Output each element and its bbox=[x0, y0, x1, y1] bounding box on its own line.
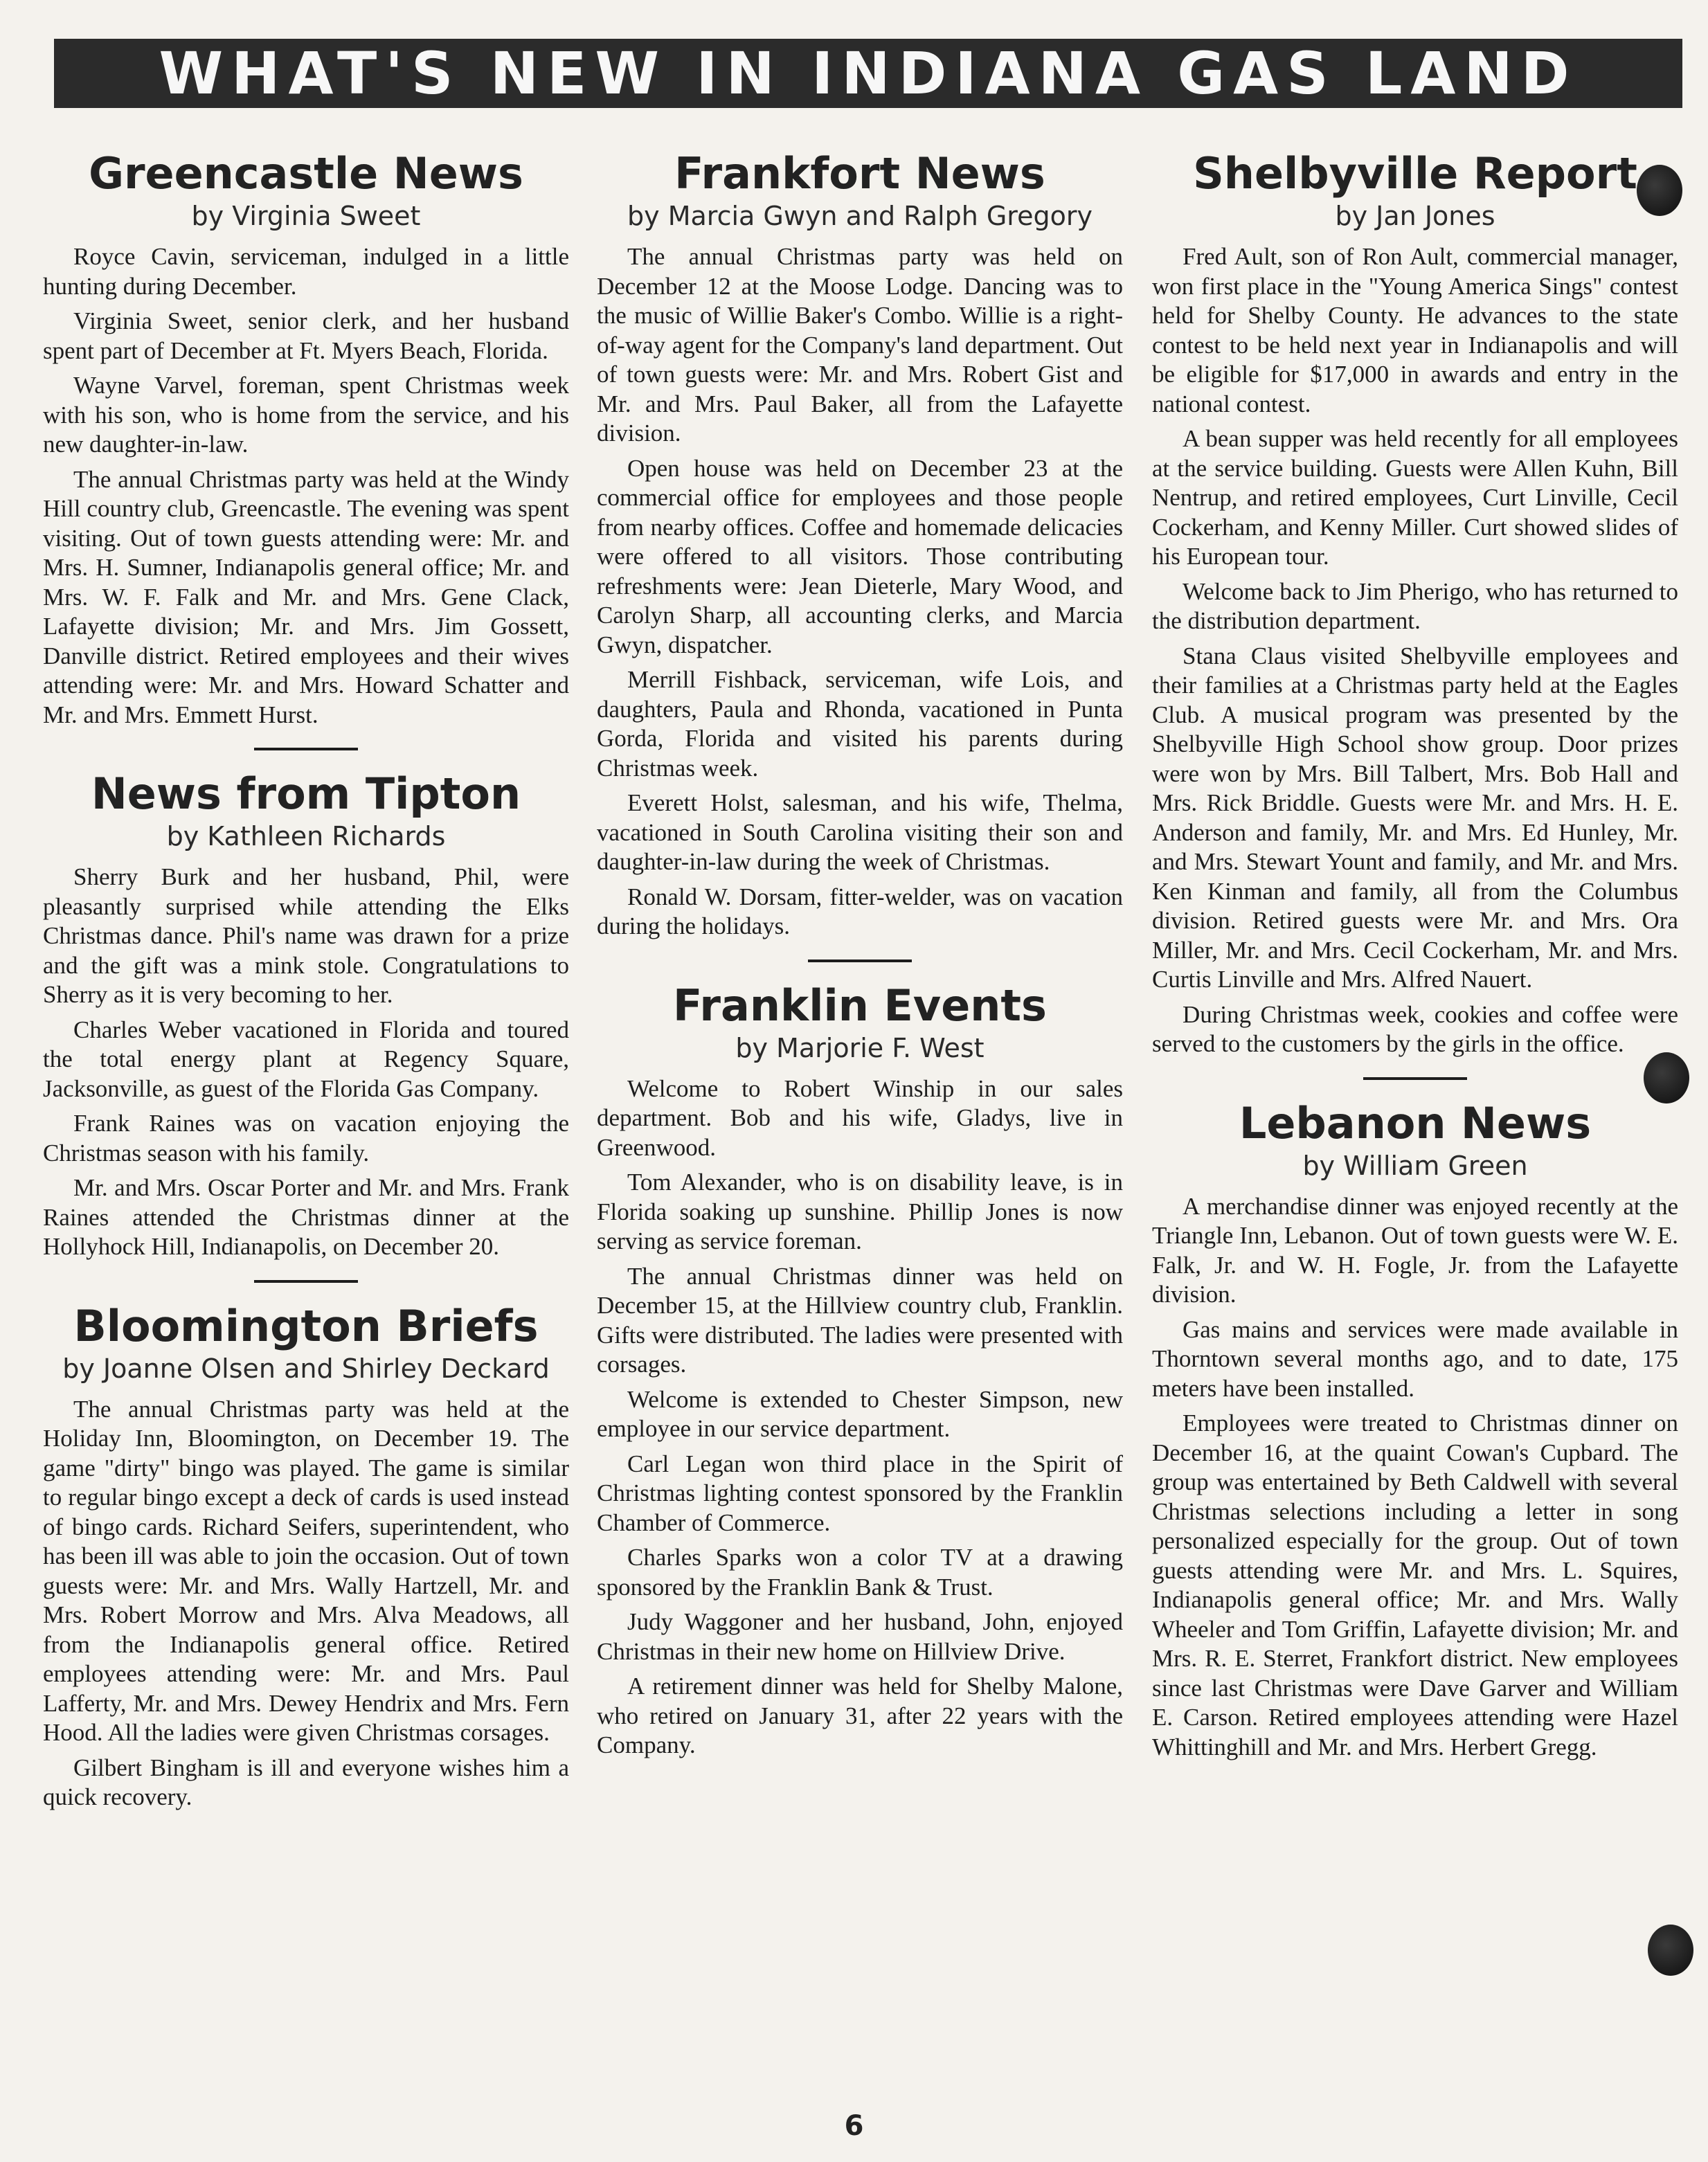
paragraph: Sherry Burk and her husband, Phil, were pleasantly surprised while attending the Elks Christmas dance. Phil's name was drawn for a prize and the gift was a mink stole. Congratulations to Sherry as it is very becoming to her. bbox=[43, 863, 569, 1008]
paragraph: Judy Waggoner and her husband, John, enjoyed Christmas in their new home on Hillview Drive. bbox=[597, 1608, 1123, 1665]
paragraph: Welcome to Robert Winship in our sales department. Bob and his wife, Gladys, live in Greenwood. bbox=[597, 1074, 1123, 1161]
article-body bbox=[1152, 1192, 1678, 1763]
column-3 bbox=[1152, 138, 1678, 2091]
section-divider bbox=[254, 748, 358, 750]
paragraph: The annual Christmas party was held at the Holiday Inn, Bloomington, on December 19. The game "dirty" bingo was played. The game is similar to regular bingo except a deck of cards is used instead of bingo cards. Richard Seifers, superintendent, who has been ill was able to join the occasion. Out of town guests were: Mr. and Mrs. Wally Hartzell, Mr. and Mrs. Robert Morrow and Mrs. Alva Meadows, all from the Indianapolis general office. Retired employees attending were: Mr. and Mrs. Paul Lafferty, Mr. and Mrs. Dewey Hendrix and Mrs. Fern Hood. All the ladies were given Christmas corsages. bbox=[43, 1395, 569, 1746]
article-byline: by Kathleen Richards bbox=[166, 821, 446, 852]
paragraph: A retirement dinner was held for Shelby Malone, who retired on January 31, after 22 years with the Company. bbox=[597, 1673, 1123, 1758]
column-1 bbox=[43, 138, 569, 2091]
article-byline: by Joanne Olsen and Shirley Deckard bbox=[62, 1353, 550, 1384]
section-divider bbox=[254, 1280, 358, 1283]
paragraph: Frank Raines was on vacation enjoying the Christmas season with his family. bbox=[43, 1110, 569, 1166]
article-byline: by Jan Jones bbox=[1335, 201, 1495, 231]
punch-hole-bottom bbox=[1648, 1925, 1693, 1976]
paragraph: Open house was held on December 23 at the commercial office for employees and those people from nearby offices. Coffee and homemade delicacies were offered to all visitors. Those contributing refreshments were: Jean Dieterle, Mary Wood, and Carolyn Sharp, all accounting clerks, and Marcia Gwyn, dispatcher. bbox=[597, 454, 1123, 658]
paragraph: Carl Legan won third place in the Spirit of Christmas lighting contest sponsored by the Franklin Chamber of Commerce. bbox=[597, 1450, 1123, 1536]
article-title: Franklin Events bbox=[673, 980, 1047, 1031]
paragraph: Ronald W. Dorsam, fitter-welder, was on vacation during the holidays. bbox=[597, 883, 1123, 939]
article-title: Greencastle News bbox=[89, 148, 523, 199]
article-body bbox=[1152, 242, 1678, 1059]
article-title: Lebanon News bbox=[1239, 1097, 1592, 1148]
paragraph: Mr. and Mrs. Oscar Porter and Mr. and Mrs. Frank Raines attended the Christmas dinner at the Hollyhock Hill, Indianapolis, on December 20. bbox=[43, 1174, 569, 1260]
paragraph: Gas mains and services were made available in Thorntown several months ago, and to date, 175 meters have been installed. bbox=[1152, 1315, 1678, 1402]
paragraph: Everett Holst, salesman, and his wife, Thelma, vacationed in South Carolina visiting their son and daughter-in-law during the week of Christmas. bbox=[597, 789, 1123, 875]
article-title: Bloomington Briefs bbox=[73, 1300, 539, 1351]
article-body bbox=[43, 1395, 569, 1812]
article-body bbox=[597, 1074, 1123, 1760]
paragraph: Fred Ault, son of Ron Ault, commercial manager, won first place in the "Young America Sings" contest held for Shelby County. He advances to the state contest to be held next year in Indianapolis and will be eligible for $17,000 in awards and entry in the national contest. bbox=[1152, 243, 1678, 417]
paragraph: Tom Alexander, who is on disability leave, is in Florida soaking up sunshine. Phillip Jones is now serving as service foreman. bbox=[597, 1169, 1123, 1254]
page-banner-title: WHAT'S NEW IN INDIANA GAS LAND bbox=[54, 39, 1682, 108]
article-lebanon-news bbox=[1152, 1097, 1678, 1763]
article-greencastle-news bbox=[43, 147, 569, 730]
paragraph: Charles Weber vacationed in Florida and toured the total energy plant at Regency Square, Jacksonville, as guest of the Florida Gas Company. bbox=[43, 1016, 569, 1102]
article-bloomington-briefs bbox=[43, 1299, 569, 1812]
punch-hole-top bbox=[1637, 165, 1682, 216]
paragraph: The annual Christmas dinner was held on December 15, at the Hillview country club, Franklin. Gifts were distributed. The ladies were presented with corsages. bbox=[597, 1262, 1123, 1378]
article-frankfort-news bbox=[597, 147, 1123, 942]
paragraph: Merrill Fishback, serviceman, wife Lois, and daughters, Paula and Rhonda, vacationed in Punta Gorda, Florida and visited his parents during Christmas week. bbox=[597, 666, 1123, 782]
section-divider bbox=[1363, 1077, 1467, 1080]
article-body bbox=[597, 242, 1123, 942]
article-byline: by Marjorie F. West bbox=[735, 1032, 985, 1063]
paragraph: A merchandise dinner was enjoyed recently at the Triangle Inn, Lebanon. Out of town guests were W. E. Falk, Jr. and W. H. Fogle, Jr. from the Lafayette division. bbox=[1152, 1192, 1678, 1308]
paragraph: The annual Christmas party was held on December 12 at the Moose Lodge. Dancing was to the music of Willie Baker's Combo. Willie is a right-of-way agent for the Company's land department. Out of town guests were: Mr. and Mrs. Robert Gist and Mr. and Mrs. Paul Baker, all from the Lafayette division. bbox=[597, 243, 1123, 447]
paragraph: Gilbert Bingham is ill and everyone wishes him a quick recovery. bbox=[43, 1754, 569, 1810]
article-title: Shelbyville Report bbox=[1193, 148, 1637, 199]
paragraph: Welcome back to Jim Pherigo, who has returned to the distribution department. bbox=[1152, 577, 1678, 634]
article-body bbox=[43, 863, 569, 1262]
article-news-from-tipton bbox=[43, 767, 569, 1262]
page-number: 6 bbox=[844, 2110, 864, 2142]
article-franklin-events bbox=[597, 979, 1123, 1760]
paragraph: Virginia Sweet, senior clerk, and her husband spent part of December at Ft. Myers Beach, Florida. bbox=[43, 307, 569, 364]
column-2 bbox=[597, 138, 1123, 2091]
paragraph: Royce Cavin, serviceman, indulged in a little hunting during December. bbox=[43, 243, 569, 300]
article-byline: by Marcia Gwyn and Ralph Gregory bbox=[627, 201, 1093, 231]
paragraph: Wayne Varvel, foreman, spent Christmas week with his son, who is home from the service, and his new daughter-in-law. bbox=[43, 372, 569, 458]
article-title: Frankfort News bbox=[674, 148, 1045, 199]
article-byline: by Virginia Sweet bbox=[191, 201, 421, 231]
paragraph: A bean supper was held recently for all employees at the service building. Guests were Allen Kuhn, Bill Nentrup, and retired employees, Curt Linville, Cecil Cockerham, and Kenny Miller. Curt showed slides of his European tour. bbox=[1152, 425, 1678, 570]
punch-hole-middle bbox=[1644, 1052, 1689, 1103]
article-byline: by William Green bbox=[1302, 1150, 1528, 1181]
paragraph: During Christmas week, cookies and coffee were served to the customers by the girls in the office. bbox=[1152, 1000, 1678, 1057]
paragraph: The annual Christmas party was held at the Windy Hill country club, Greencastle. The evening was spent visiting. Out of town guests attending were: Mr. and Mrs. H. Sumner, Indianapolis general office; Mr. and Mrs. W. F. Falk and Mr. and Mrs. Gene Clack, Lafayette division; Mr. and Mrs. Jim Gossett, Danville district. Retired employees and their wives attending were: Mr. and Mrs. Howard Schatter and Mr. and Mrs. Emmett Hurst. bbox=[43, 465, 569, 728]
article-body bbox=[43, 242, 569, 730]
paragraph: Charles Sparks won a color TV at a drawing sponsored by the Franklin Bank & Trust. bbox=[597, 1544, 1123, 1601]
paragraph: Employees were treated to Christmas dinner on December 16, at the quaint Cowan's Cupbard. The group was entertained by Beth Caldwell with several Christmas selections including a letter in song personalized especially for the group. Out of town guests attending were Mr. and Mrs. L. Squires, Indianapolis general office; Mr. and Mrs. Wally Wheeler and Tom Griffin, Lafayette division; Mr. and Mrs. R. E. Sterret, Frankfort district. New employees since last Christmas were Dave Garver and William E. Carson. Retired employees attending were Hazel Whittinghill and Mr. and Mrs. Herbert Gregg. bbox=[1152, 1409, 1678, 1760]
article-shelbyville-report bbox=[1152, 147, 1678, 1059]
article-title: News from Tipton bbox=[91, 768, 521, 819]
paragraph: Welcome is extended to Chester Simpson, new employee in our service department. bbox=[597, 1385, 1123, 1442]
section-divider bbox=[808, 960, 912, 962]
paragraph: Stana Claus visited Shelbyville employees and their families at a Christmas party held at the Eagles Club. A musical program was presented by the Shelbyville High School show group. Door prizes were won by Mrs. Bill Talbert, Mrs. Bob Hall and Mrs. Rick Briddle. Guests were Mr. and Mrs. H. E. Anderson and family, Mr. and Mrs. Ed Hunley, Mr. and Mrs. Stewart Yount and family, and Mr. and Mrs. Ken Kinman and family, all from the Columbus division. Retired guests were Mr. and Mrs. Ora Miller, Mr. and Mrs. Cecil Cockerham, Mr. and Mrs. Curtis Linville and Mrs. Alfred Nauert. bbox=[1152, 642, 1678, 993]
